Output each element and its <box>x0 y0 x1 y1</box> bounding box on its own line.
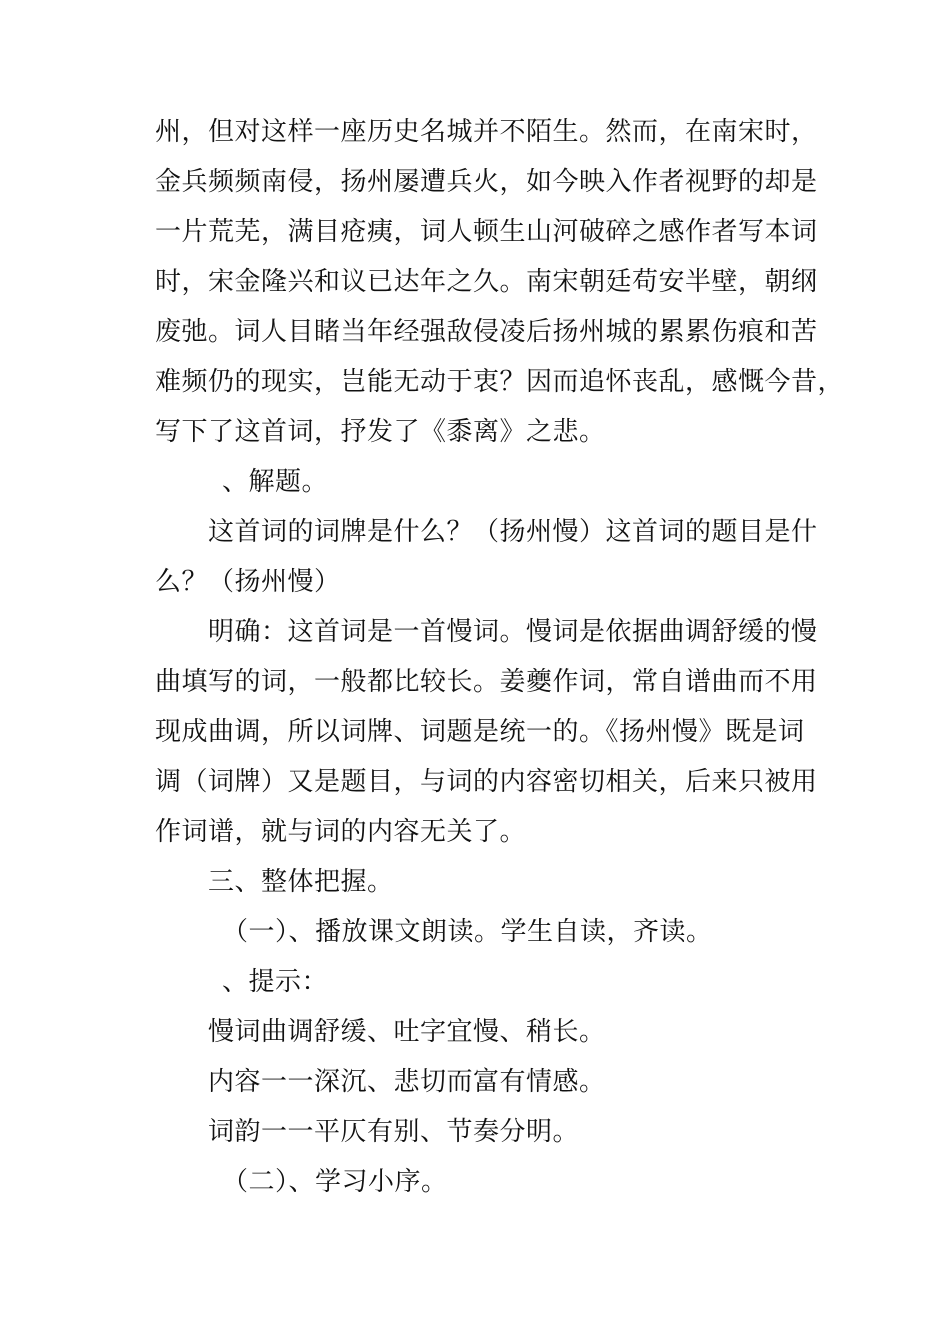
body-text-line: 曲填写的词，一般都比较长。姜夔作词，常自谱曲而不用 <box>155 667 818 697</box>
tip-line: 慢词曲调舒缓、吐字宜慢、稍长。 <box>208 1017 606 1047</box>
tip-line: 内容一一深沉、悲切而富有情感。 <box>208 1067 606 1097</box>
body-text-line: 调（词牌）又是题目，与词的内容密切相关，后来只被用 <box>155 767 818 797</box>
body-text-line: 么？（扬州慢） <box>155 567 341 597</box>
section-heading-jieti: 、解题。 <box>222 467 329 497</box>
body-text-line: 难频仍的现实，岂能无动于衷？因而追怀丧乱，感慨今昔， <box>155 367 845 397</box>
section-heading-3: 三、整体把握。 <box>208 867 394 897</box>
body-text-line: 作词谱，就与词的内容无关了。 <box>155 817 527 847</box>
body-text-line: 时，宋金隆兴和议已达年之久。南宋朝廷苟安半壁，朝纲 <box>155 267 818 297</box>
body-text-line: 废弛。词人目睹当年经强敌侵凌后扬州城的累累伤痕和苦 <box>155 317 818 347</box>
subsection-heading-2: （二）、学习小序。 <box>222 1167 448 1197</box>
section-heading-tishi: 、提示： <box>222 967 329 997</box>
body-text-line: 金兵频频南侵，扬州屡遭兵火，如今映入作者视野的却是 <box>155 167 818 197</box>
body-text-line: 写下了这首词，抒发了《黍离》之悲。 <box>155 417 606 447</box>
subsection-heading-1: （一）、播放课文朗读。学生自读，齐读。 <box>222 917 713 947</box>
body-text-line: 明确：这首词是一首慢词。慢词是依据曲调舒缓的慢 <box>208 617 818 647</box>
tip-line: 词韵一一平仄有别、节奏分明。 <box>208 1117 580 1147</box>
body-text-line: 现成曲调，所以词牌、词题是统一的。《扬州慢》既是词 <box>155 717 805 747</box>
body-text-line: 这首词的词牌是什么？（扬州慢）这首词的题目是什 <box>208 517 818 547</box>
body-text-line: 州，但对这样一座历史名城并不陌生。然而，在南宋时， <box>155 117 818 147</box>
body-text-line: 一片荒芜，满目疮痍，词人顿生山河破碎之感作者写本词 <box>155 217 818 247</box>
